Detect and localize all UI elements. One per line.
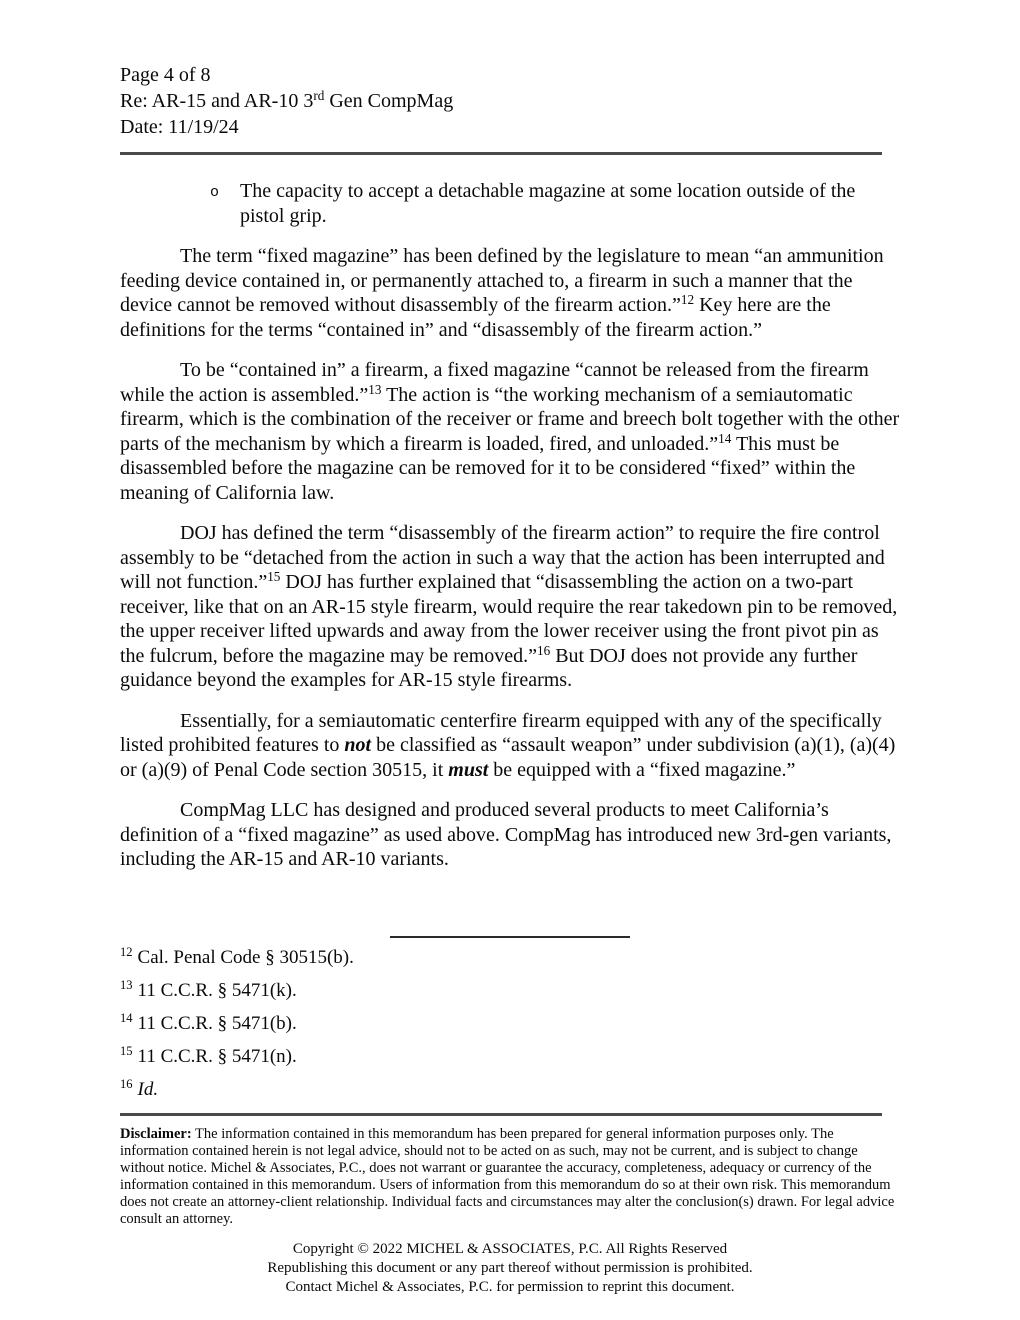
- footnote-13: [120, 978, 900, 1001]
- subject-line: Re: AR-15 and AR-10 3rd Gen CompMag: [120, 88, 454, 112]
- paragraph-fixed-magazine-definition: The term “fixed magazine” has been defined by the legislature to mean “an ammunition feeding device contained in, or permanently attached to, a firearm in such a manner that the device cannot be removed without disassembly of the firearm action.”$^{12}$ Key here are the definitions for the terms “contained in” and “disassembly of the firearm action.”: [120, 245, 884, 341]
- disclaimer-text: The information contained in this memorandum has been prepared for general information purposes only. The information contained herein is not legal advice, should not to be acted on as such, may not be current, and is subject to change without notice. Michel & Associates, P.C., does not warrant or guarantee the accuracy, completeness, adequacy or currency of the information contained in this memorandum. Users of information from this memorandum do so at their own risk. This memorandum does not create an attorney-client relationship. Individual facts and circumstances may alter the conclusion(s) drawn. For legal advice consult an attorney.: [120, 1125, 895, 1227]
- paragraph-doj-disassembly: DOJ has defined the term “disassembly of the firearm action” to require the fire control assembly to be “detached from the action in such a way that the action has been interrupted and will not function.”$^{15}$ DOJ has further explained that “disassembling the action on a two-part receiver, like that on an AR-15 style firearm, would require the rear takedown pin to be removed, the upper receiver lifted upwards and away from the lower receiver using the front pivot pin as the fulcrum, before the magazine may be removed.”$^{16}$ But DOJ does not provide any further guidance beyond the examples for AR-15 style firearms.: [120, 522, 898, 691]
- bullet-text: The capacity to accept a detachable magazine at some location outside of the pistol grip.: [240, 180, 856, 227]
- footnote-text: Cal. Penal Code § 30515(b).: [137, 946, 354, 968]
- footnote-text: Id.: [137, 1078, 159, 1100]
- paragraph-essentially: Essentially, for a semiautomatic centerfire firearm equipped with any of the specifically listed prohibited features to not be classified as “assault weapon” under subdivision (a)(1), (a)(4) or (a)(9) of Penal Code section 30515, it must be equipped with a “fixed magazine.”: [120, 709, 896, 781]
- header-divider: [120, 152, 882, 155]
- page-number-line: Page 4 of 8: [120, 64, 211, 86]
- footnote-number: 12: [120, 945, 133, 960]
- footnote-number: 16: [120, 1077, 133, 1092]
- footnotes-section: [120, 945, 900, 1100]
- footer-copyright-line: Copyright © 2022 MICHEL & ASSOCIATES, P.C. All Rights Reserved: [292, 1240, 728, 1257]
- paragraph-contained-in: To be “contained in” a firearm, a fixed magazine “cannot be released from the firearm while the action is assembled.”$^{13}$ The action is “the working mechanism of a semiautomatic firearm, which is the combination of the receiver or frame and breech bolt together with the other parts of the mechanism by which a firearm is loaded, fired, and unloaded.”$^{14}$ This must be disassembled before the magazine can be removed for it to be considered “fixed” within the meaning of California law.: [120, 359, 900, 504]
- footer-contact-line: Contact Michel & Associates, P.C. for permission to reprint this document.: [285, 1278, 735, 1295]
- disclaimer-label: Disclaimer:: [120, 1125, 192, 1142]
- copyright-footer: [120, 1240, 900, 1297]
- footnote-16: [120, 1077, 900, 1100]
- footnote-text: 11 C.C.R. § 5471(k).: [137, 979, 297, 1001]
- footnote-number: 15: [120, 1044, 133, 1059]
- footnote-12: [120, 945, 900, 968]
- footnote-text: 11 C.C.R. § 5471(n).: [137, 1045, 297, 1067]
- date-line: Date: 11/19/24: [120, 116, 239, 138]
- footnote-text: 11 C.C.R. § 5471(b).: [137, 1012, 297, 1034]
- disclaimer-block: [120, 1126, 900, 1228]
- document-header: [120, 62, 900, 140]
- footnote-14: [120, 1011, 900, 1034]
- footnote-15: [120, 1044, 900, 1067]
- bullet-list-item: [120, 179, 900, 228]
- disclaimer-divider: [120, 1113, 882, 1116]
- footnote-number: 14: [120, 1011, 133, 1026]
- footnote-number: 13: [120, 978, 133, 993]
- bullet-marker-icon: o: [210, 184, 220, 201]
- paragraph-compmag-products: CompMag LLC has designed and produced several products to meet California’s definition of a “fixed magazine” as used above. CompMag has introduced new 3rd-gen variants, including the AR-15 and AR-10 variants.: [120, 799, 892, 870]
- footnote-divider: [390, 936, 630, 938]
- footer-republishing-line: Republishing this document or any part thereof without permission is prohibited.: [267, 1259, 753, 1276]
